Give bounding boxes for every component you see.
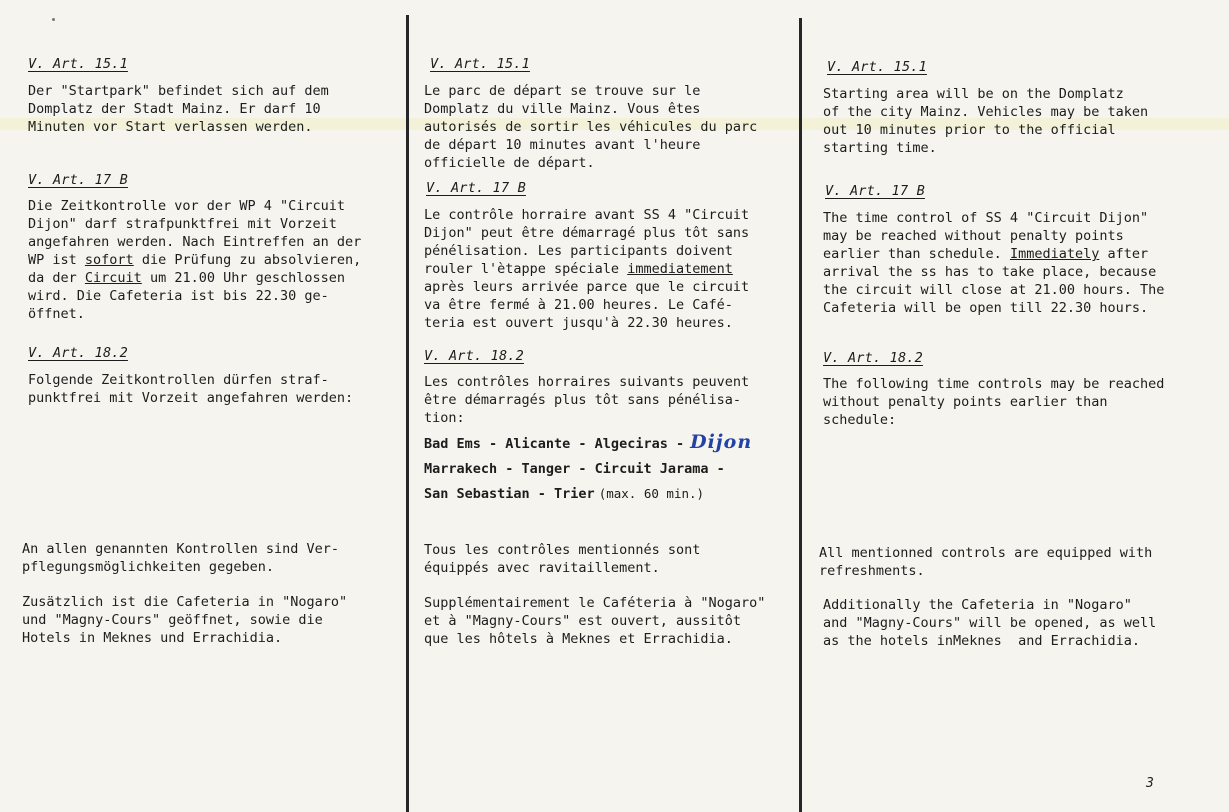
text: after arrival the ss has to take place, because the circuit will close at 21.00 hours. The Cafeteria will be open till 22.30 hours. [823,246,1165,316]
column-divider-left [406,15,409,812]
heading-art-17b: V. Art. 17 B [426,180,526,196]
column-divider-right [799,18,802,812]
text: um 21.00 Uhr geschlossen wird. Die Cafeteria ist bis 22.30 ge- öffnet. [28,270,346,322]
section-17b-en [823,183,1203,317]
section-18-2-de [28,345,393,407]
page-number: 3 [1146,776,1154,791]
heading-art-18-2: V. Art. 18.2 [424,348,524,364]
paragraph-17b [28,197,393,323]
paragraph-cafeteria-fr [424,594,799,648]
list-text: San Sebastian - Trier [424,486,595,502]
text: die Prüfung zu absolvieren, da der [28,252,362,286]
paragraph-refreshments: An allen genannten Kontrollen sind Ver- pflegungsmöglichkeiten gegeben. [22,541,339,575]
paragraph-additional: Supplémentairement le Caféteria à "Nogaro" et à "Magny-Cours" est ouvert, aussitôt que les hôtels à Meknes et Errachidia. [424,595,766,647]
text: après leurs arrivée parce que le circuit va être fermé à 21.00 heures. Le Café- teria est ouvert jusqu'à 22.30 heures. [424,279,750,331]
text: Le contrôle horraire avant SS 4 "Circuit Dijon" peut être démarragé plus tôt sans pénélisation. Les participants doivent rouler l'ètappe spéciale [424,207,750,277]
paragraph-refreshments: All mentionned controls are equipped with refreshments. [819,545,1153,579]
list-note: (max. 60 min.) [598,486,705,501]
paragraph-controls-de [22,540,393,576]
heading-art-15-1: V. Art. 15.1 [28,56,128,72]
heading-art-15-1: V. Art. 15.1 [430,56,530,72]
paragraph-refreshments: Tous les contrôles mentionnés sont équippés avec ravitaillement. [424,542,701,576]
list-line [424,433,799,453]
list-text: Bad Ems - Alicante - Algeciras - [424,436,685,452]
paragraph-17b [823,209,1203,317]
list-line: Marrakech - Tanger - Circuit Jarama - [424,461,725,477]
paragraph-18-2: Folgende Zeitkontrollen dürfen straf- punktfrei mit Vorzeit angefahren werden: [28,372,354,406]
section-18-2-fr [424,348,799,427]
section-15-1-en [823,59,1203,157]
heading-art-18-2: V. Art. 18.2 [28,345,128,361]
paragraph-cafeteria-en [823,596,1203,650]
paragraph-15-1: Le parc de départ se trouve sur le Domplatz du ville Mainz. Vous êtes autorisés de sortir les véhicules du parc de départ 10 minutes avant l'heure officielle de départ. [424,83,758,171]
paragraph-controls-fr [424,541,799,577]
list-line [424,485,799,503]
underlined-text: Immediately [1009,246,1100,262]
underlined-text: immediatement [627,261,733,277]
paragraph-17b [424,206,799,332]
heading-art-15-1: V. Art. 15.1 [827,59,927,75]
section-18-2-en [823,350,1203,429]
heading-art-17b: V. Art. 17 B [825,183,925,199]
section-15-1-fr [424,56,799,172]
german-column [22,0,393,812]
paragraph-additional: Zusätzlich ist die Cafeteria in "Nogaro" und "Magny-Cours" geöffnet, sowie die Hotels in Meknes und Errachidia. [22,594,348,646]
paragraph-18-2: The following time controls may be reached without penalty points earlier than schedule: [823,376,1165,428]
section-15-1-de [28,56,393,136]
handwritten-addition: Dijon [690,431,753,453]
paragraph-15-1: Starting area will be on the Domplatz of the city Mainz. Vehicles may be taken out 10 minutes prior to the official starting time. [823,86,1149,156]
underlined-text: sofort [84,252,134,268]
english-column [819,0,1203,812]
paragraph-cafeteria-de [22,593,393,647]
paragraph-15-1: Der "Startpark" befindet sich auf dem Domplatz der Stadt Mainz. Er darf 10 Minuten vor Start verlassen werden. [28,83,329,135]
heading-art-18-2: V. Art. 18.2 [823,350,923,366]
paragraph-18-2: Les contrôles horraires suivants peuvent être démarragés plus tôt sans pénélisa- tion: [424,374,750,426]
section-17b-de [28,172,393,323]
control-list-fr [424,433,799,503]
text: The time control of SS 4 "Circuit Dijon" may be reached without penalty points earlier than schedule. [823,210,1149,262]
text: Die Zeitkontrolle vor der WP 4 "Circuit Dijon" darf strafpunktfrei mit Vorzeit angefahren werden. Nach Eintreffen an der WP ist [28,198,362,268]
heading-art-17b: V. Art. 17 B [28,172,128,188]
french-column [424,0,799,812]
section-17b-fr [424,180,799,332]
underlined-text: Circuit [84,270,142,286]
paragraph-additional: Additionally the Cafeteria in "Nogaro" and "Magny-Cours" will be opened, as well as the hotels inMeknes and Errachidia. [823,597,1157,649]
paragraph-controls-en [819,544,1203,580]
